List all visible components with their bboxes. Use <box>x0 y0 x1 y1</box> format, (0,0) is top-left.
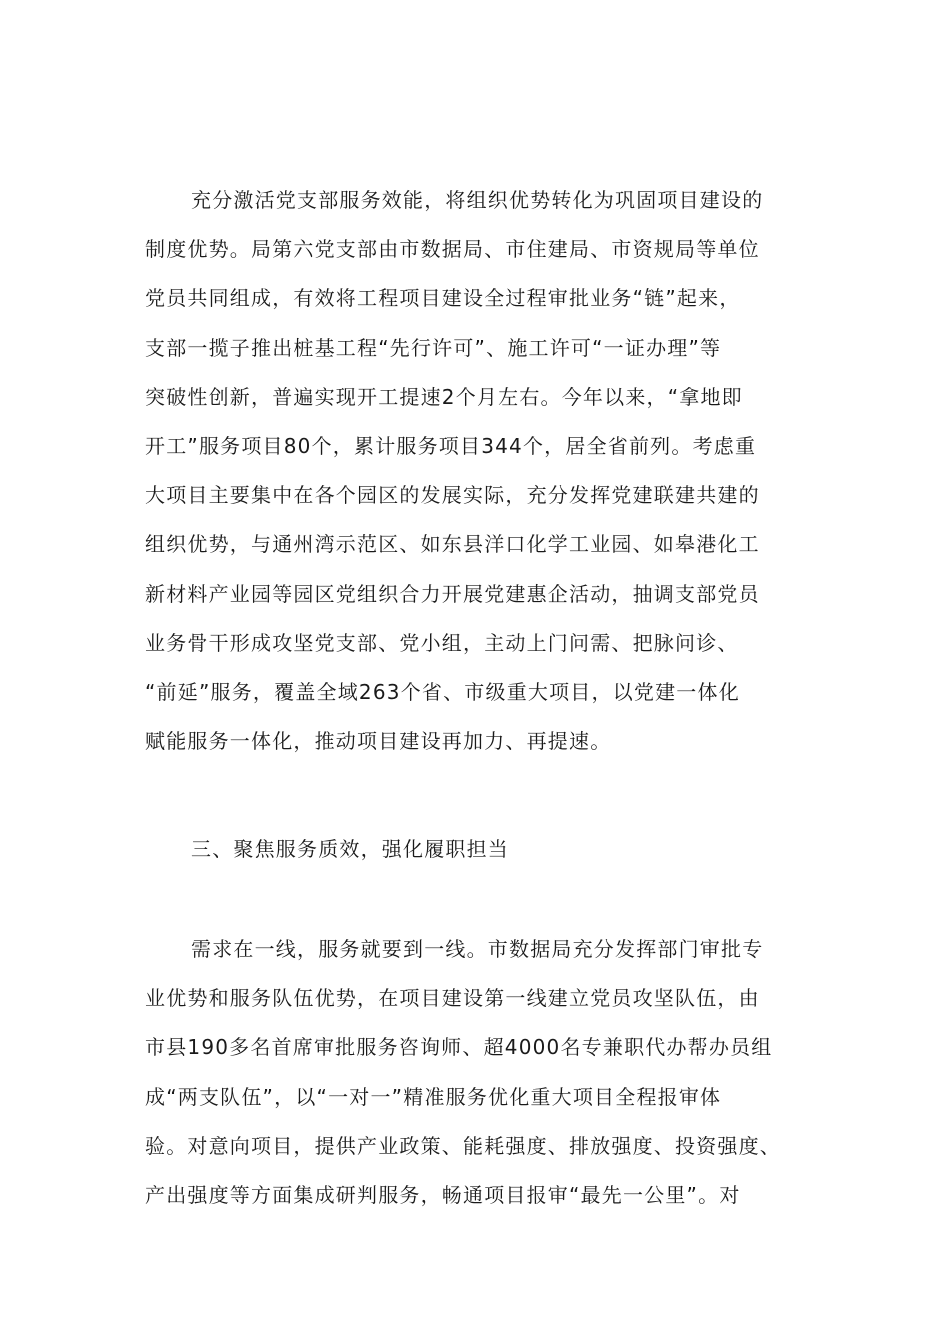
text-line: 业务骨干形成攻坚党支部、党小组，主动上门问需、把脉问诊、 <box>145 630 739 655</box>
text-line: 制度优势。局第六党支部由市数据局、市住建局、市资规局等单位 <box>145 237 760 262</box>
text-line: “前延”服务，覆盖全域263个省、市级重大项目，以党建一体化 <box>145 679 740 704</box>
text-line: 突破性创新，普遍实现开工提速2个月左右。今年以来，“拿地即 <box>145 384 743 409</box>
text-line: 新材料产业园等园区党组织合力开展党建惠企活动，抽调支部党员 <box>145 581 760 606</box>
text-line: 业优势和服务队伍优势，在项目建设第一线建立党员攻坚队伍，由 <box>145 986 760 1011</box>
text-line: 充分激活党支部服务效能，将组织优势转化为巩固项目建设的 <box>191 188 764 212</box>
section-heading <box>145 825 810 874</box>
text-line: 验。对意向项目，提供产业政策、能耗强度、排放强度、投资强度、 <box>145 1133 781 1158</box>
paragraph-frontline-service <box>145 925 810 1220</box>
text-line: 支部一揽子推出桩基工程“先行许可”、施工许可“一证办理”等 <box>145 335 722 360</box>
text-line: 开工”服务项目80个，累计服务项目344个，居全省前列。考虑重 <box>145 433 757 458</box>
text-line: 需求在一线，服务就要到一线。市数据局充分发挥部门审批专 <box>191 937 764 961</box>
section-heading-text: 三、聚焦服务质效，强化履职担当 <box>191 837 509 861</box>
text-line: 赋能服务一体化，推动项目建设再加力、再提速。 <box>145 729 612 754</box>
text-line: 市县190多名首席审批服务咨询师、超4000名专兼职代办帮办员组 <box>145 1035 773 1060</box>
text-line: 大项目主要集中在各个园区的发展实际，充分发挥党建联建共建的 <box>145 483 760 508</box>
text-line: 党员共同组成，有效将工程项目建设全过程审批业务“链”起来， <box>145 286 741 311</box>
text-line: 组织优势，与通州湾示范区、如东县洋口化学工业园、如皋港化工 <box>145 532 760 557</box>
text-line: 产出强度等方面集成研判服务，畅通项目报审“最先一公里”。对 <box>145 1182 741 1207</box>
paragraph-party-branch-service <box>145 176 810 766</box>
text-line: 成“两支队伍”，以“一对一”精准服务优化重大项目全程报审体 <box>145 1084 722 1109</box>
